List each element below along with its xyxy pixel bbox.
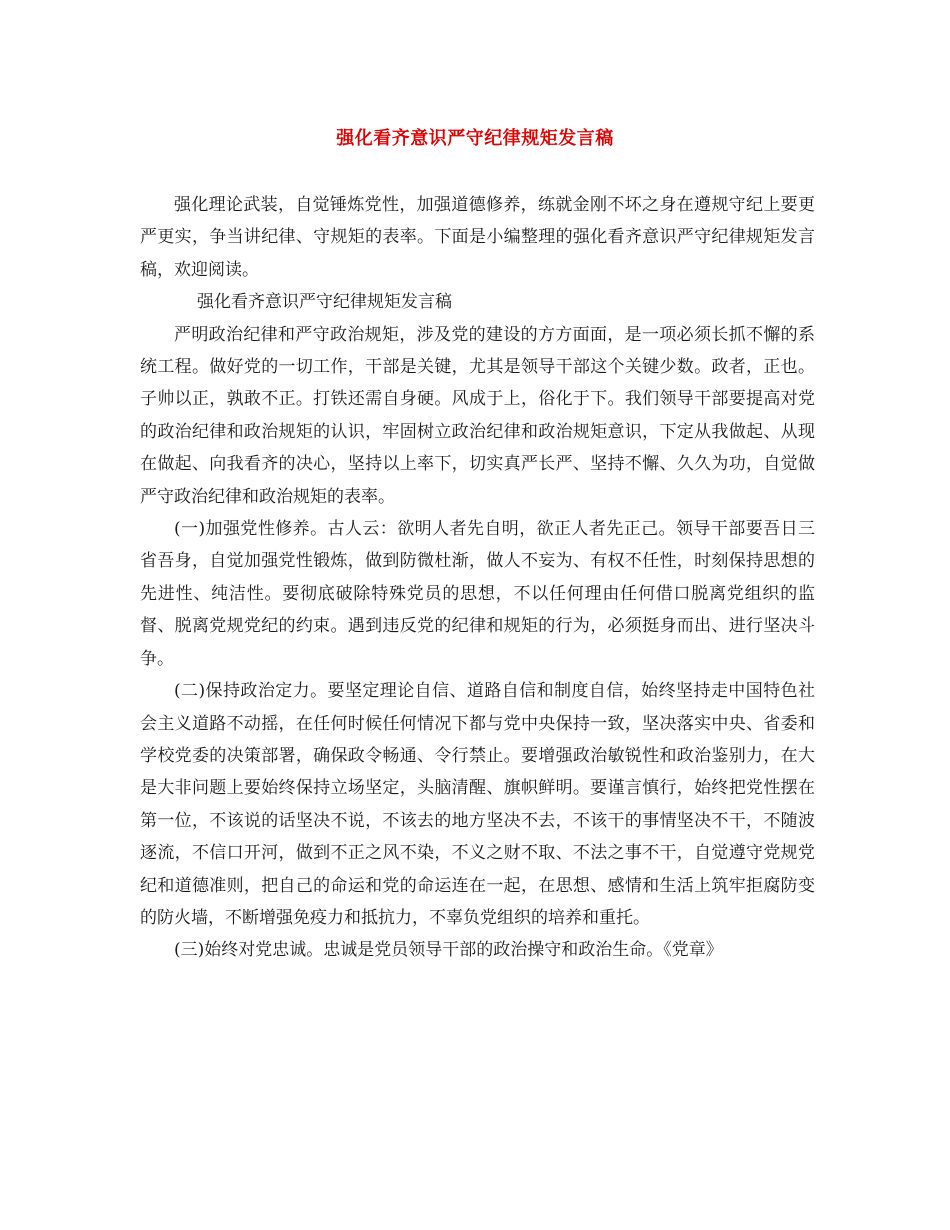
document-body [140,189,815,967]
body-paragraph: 严明政治纪律和严守政治规矩，涉及党的建设的方方面面，是一项必须长抓不懈的系统工程。做好党的一切工作，干部是关键，尤其是领导干部这个关键少数。政者，正也。子帅以正，孰敢不正。打铁还需自身硬。风成于上，俗化于下。我们领导干部要提高对党的政治纪律和政治规矩的认识，牢固树立政治纪律和政治规矩意识，下定从我做起、从现在做起、向我看齐的决心，坚持以上率下，切实真严长严、坚持不懈、久久为功，自觉做严守政治纪律和政治规矩的表率。 [140,324,815,507]
body-paragraph-point-1: (一)加强党性修养。古人云：欲明人者先自明，欲正人者先正己。领导干部要吾日三省吾身，自觉加强党性锻炼，做到防微杜渐，做人不妄为、有权不任性，时刻保持思想的先进性、纯洁性。要彻底破除特殊党员的思想，不以任何理由任何借口脱离党组织的监督、脱离党规党纪的约束。遇到违反党的纪律和规矩的行为，必须挺身而出、进行坚决斗争。 [140,519,815,669]
body-paragraph-point-3: (三)始终对党忠诚。忠诚是党员领导干部的政治操守和政治生命。《党章》 [174,940,723,961]
intro-paragraph: 强化理论武装，自觉锤炼党性，加强道德修养，练就金刚不坏之身在遵规守纪上要更严更实，争当讲纪律、守规矩的表率。下面是小编整理的强化看齐意识严守纪律规矩发言稿，欢迎阅读。 [140,195,815,280]
document-title: 强化看齐意识严守纪律规矩发言稿 [336,128,614,149]
body-paragraph-point-2: (二)保持政治定力。要坚定理论自信、道路自信和制度自信，始终坚持走中国特色社会主义道路不动摇，在任何时候任何情况下都与党中央保持一致，坚决落实中央、省委和学校党委的决策部署，确保政令畅通、令行禁止。要增强政治敏锐性和政治鉴别力，在大是大非问题上要始终保持立场坚定，头脑清醒、旗帜鲜明。要谨言慎行，始终把党性摆在第一位，不该说的话坚决不说，不该去的地方坚决不去，不该干的事情坚决不干，不随波逐流，不信口开河，做到不正之风不染，不义之财不取、不法之事不干，自觉遵守党规党纪和道德准则，把自己的命运和党的命运连在一起，在思想、感情和生活上筑牢拒腐防变的防火墙，不断增强免疫力和抵抗力，不辜负党组织的培养和重托。 [140,681,815,928]
section-subtitle: 强化看齐意识严守纪律规矩发言稿 [197,292,452,313]
